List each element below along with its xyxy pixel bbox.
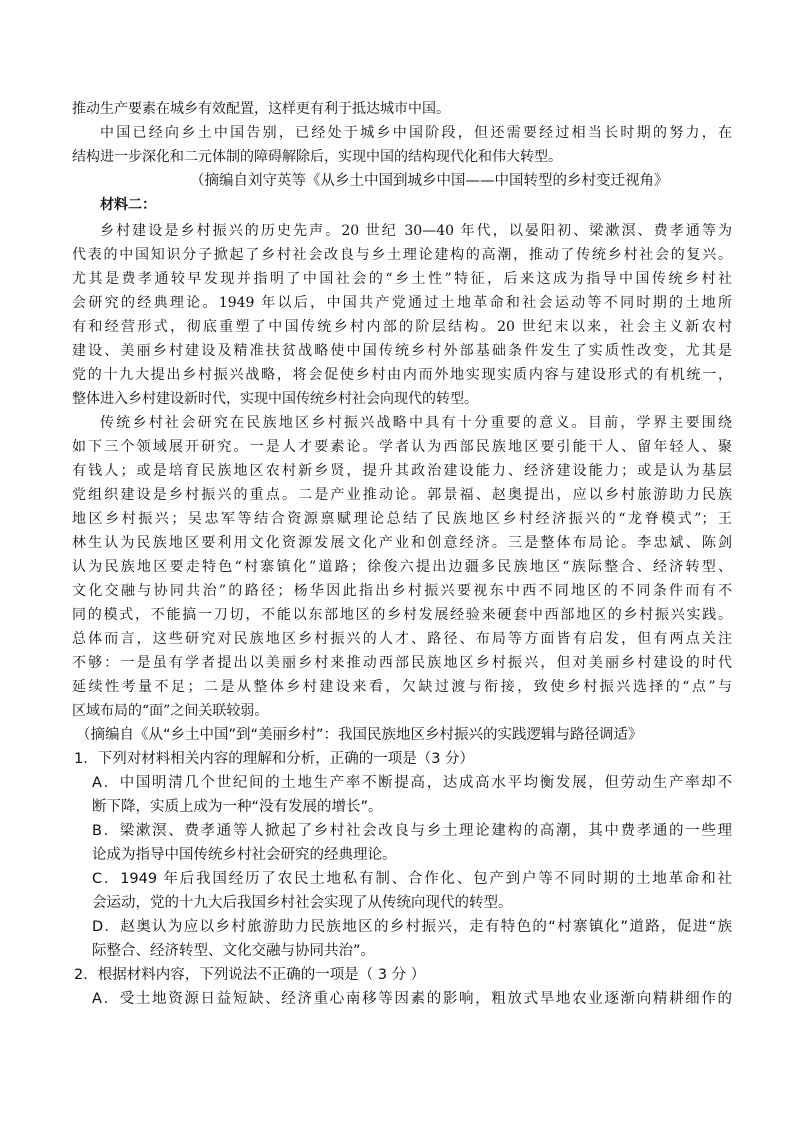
paragraph-line: 如下三个领域展开研究。一是人才要素论。学者认为西部民族地区要引能干人、留年轻人、聚 <box>72 439 732 455</box>
paragraph-line: 林生认为民族地区要利用文化资源发展文化产业和创意经济。三是整体布局论。李忠斌、陈剑 <box>72 535 732 551</box>
paragraph-line: 建设、美丽乡村建设及精准扶贫战略使中国传统乡村外部基础条件发生了实质性改变，尤其是 <box>72 343 732 359</box>
paragraph-line: 文化交融与协同共治”的路径；杨华因此指出乡村振兴要视东中西不同地区的不同条件而有不 <box>72 583 732 599</box>
paragraph-line: 不够：一是虽有学者提出以美丽乡村来推动西部民族地区乡村振兴，但对美丽乡村建设的时代 <box>72 655 732 671</box>
paragraph-line: 推动生产要素在城乡有效配置，这样更有利于抵达城市中国。 <box>72 101 450 117</box>
paragraph-line: 延续性考量不足；二是从整体乡村建设来看，欠缺过渡与衔接，致使乡村振兴选择的“点”与 <box>72 679 732 695</box>
paragraph-line: 中国已经向乡土中国告别，已经处于城乡中国阶段，但还需要经过相当长时期的努力，在 <box>100 125 732 141</box>
section-heading: 材料二： <box>100 197 156 213</box>
paragraph-line: 会研究的经典理论。1949 年以后，中国共产党通过土地革命和社会运动等不同时期的土地所 <box>72 295 732 311</box>
question-stem: 2．根据材料内容，下列说法不正确的一项是（ 3 分 ） <box>74 967 426 983</box>
source-citation: （摘编自刘守英等《从乡土中国到城乡中国——中国转型的乡村变迁视角》 <box>190 173 669 189</box>
option-c[interactable]: C．1949 年后我国经历了农民土地私有制、合作化、包产到户等不同时期的土地革命和社 <box>92 871 732 887</box>
paragraph-line: 党的十九大提出乡村振兴战略，将会促使乡村由内而外地实现实质内容与建设形式的有机统一， <box>72 367 732 383</box>
option-c-continued: 会运动，党的十九大后我国乡村社会实现了从传统向现代的转型。 <box>92 895 513 911</box>
paragraph-line: 代表的中国知识分子掀起了乡村社会改良与乡土理论建构的高潮，推动了传统乡村社会的复兴。 <box>72 247 732 263</box>
option-d[interactable]: D．赵奥认为应以乡村旅游助力民族地区的乡村振兴，走有特色的“村寨镇化”道路，促进“族 <box>92 919 732 935</box>
paragraph-line: 传统乡村社会研究在民族地区乡村振兴战略中具有十分重要的意义。目前，学界主要围绕 <box>100 415 732 431</box>
option-a[interactable]: A．受土地资源日益短缺、经济重心南移等因素的影响，粗放式旱地农业逐渐向精耕细作的 <box>92 991 732 1007</box>
paragraph-line: 尤其是费孝通较早发现并指明了中国社会的“乡土性”特征，后来这成为指导中国传统乡村社 <box>72 271 732 287</box>
paragraph-line: 地区乡村振兴；吴忠军等结合资源禀赋理论总结了民族地区乡村经济振兴的“龙脊模式”；王 <box>72 511 732 527</box>
paragraph-line: 有钱人；或是培育民族地区农村新乡贤，提升其政治建设能力、经济建设能力；或是认为基层 <box>72 463 732 479</box>
paragraph-line: 有和经营形式，彻底重塑了中国传统乡村内部的阶层结构。20 世纪末以来，社会主义新农村 <box>72 319 732 335</box>
paragraph-line: 同的模式，不能搞一刀切，不能以东部地区的乡村发展经验来硬套中西部地区的乡村振兴实践。 <box>72 607 732 623</box>
paragraph-line: 整体进入乡村建设新时代，实现中国传统乡村社会向现代的转型。 <box>72 391 478 407</box>
paragraph-line: 乡村建设是乡村振兴的历史先声。20 世纪 30—40 年代，以晏阳初、梁漱溟、费孝通等为 <box>100 223 732 239</box>
paragraph-line: 总体而言，这些研究对民族地区乡村振兴的人才、路径、布局等方面皆有启发，但有两点关注 <box>72 631 732 647</box>
paragraph-line: 结构进一步深化和二元体制的障碍解除后，实现中国的结构现代化和伟大转型。 <box>72 149 562 165</box>
paragraph-line: 认为民族地区要走特色“村寨镇化”道路；徐俊六提出边疆多民族地区“族际整合、经济转型、 <box>72 559 732 575</box>
paragraph-line: 党组织建设是乡村振兴的重点。二是产业推动论。郭景福、赵奥提出，应以乡村旅游助力民族 <box>72 487 732 503</box>
option-b[interactable]: B．梁漱溟、费孝通等人掀起了乡村社会改良与乡土理论建构的高潮，其中费孝通的一些理 <box>92 823 732 839</box>
option-a-continued: 断下降，实质上成为一种“没有发展的增长”。 <box>92 799 383 815</box>
option-a[interactable]: A．中国明清几个世纪间的土地生产率不断提高，达成高水平均衡发展，但劳动生产率却不 <box>92 775 732 791</box>
option-d-continued: 际整合、经济转型、文化交融与协同共治”。 <box>92 943 376 959</box>
paragraph-line: 区域布局的“面”之间关联较弱。 <box>72 703 269 719</box>
source-citation: （摘编自《从“乡土中国”到“美丽乡村”：我国民族地区乡村振兴的实践逻辑与路径调适》 <box>76 727 643 743</box>
option-b-continued: 论成为指导中国传统乡村社会研究的经典理论。 <box>92 847 397 863</box>
question-stem: 1．下列对材料相关内容的理解和分析，正确的一项是（3 分） <box>74 751 475 767</box>
